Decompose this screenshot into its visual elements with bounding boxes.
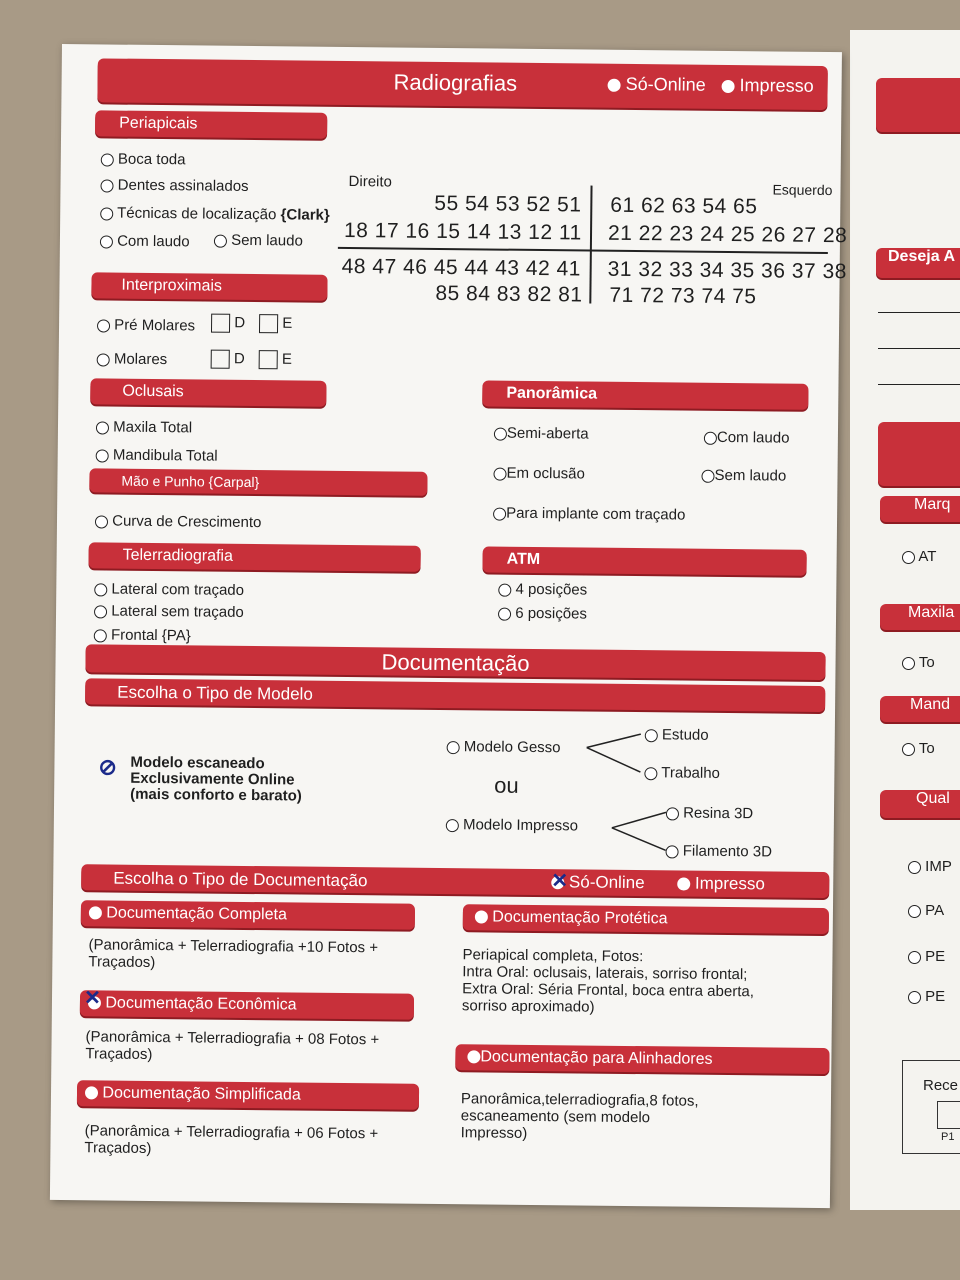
right-pe-option[interactable] <box>908 988 945 1005</box>
doc-alinhadores-desc-line: escaneamento (sem modelo <box>460 1107 651 1127</box>
mao-punho-title: Mão e Punho {Carpal} <box>121 472 260 491</box>
lateral-com-tracado-label: Lateral com traçado <box>111 580 245 599</box>
right-deseja-bar <box>876 248 960 278</box>
doc-protetica-desc-line: Extra Oral: Séria Frontal, boca entra aberta, <box>462 980 755 1001</box>
doc-protetica-desc-line: sorriso aproximado) <box>461 997 595 1016</box>
d-label: D <box>234 314 246 332</box>
filamento-3d-label: Filamento 3D <box>682 842 773 861</box>
resina-3d-label: Resina 3D <box>683 804 754 823</box>
modelo-gesso-option[interactable] <box>447 738 561 756</box>
right-maxila-label: Maxila <box>908 604 955 621</box>
pre-molares-e-checkbox[interactable] <box>259 314 292 333</box>
tecnicas-localizacao-label: Técnicas de localização <box>117 204 277 224</box>
doc-simplificada-option[interactable] <box>77 1080 419 1110</box>
right-at-option[interactable] <box>902 548 936 565</box>
atm-4-posicoes-label: 4 posições <box>515 580 588 599</box>
mandibula-total-option[interactable] <box>96 446 218 464</box>
sem-laudo-label: Sem laudo <box>231 231 303 250</box>
atm-6-posicoes-label: 6 posições <box>515 604 588 623</box>
right-header-bar <box>876 78 960 132</box>
right-receipt-inner-box <box>937 1101 960 1129</box>
doc-alinhadores-option[interactable] <box>455 1044 829 1074</box>
online-checked-mark-icon: ✕ <box>551 870 569 893</box>
oclusais-title: Oclusais <box>122 382 184 401</box>
pre-molares-option[interactable] <box>97 316 195 334</box>
mao-punho-bar <box>89 468 427 496</box>
pre-molares-label: Pré Molares <box>114 316 196 335</box>
doc-alinhadores-desc-line: Impresso) <box>460 1124 528 1142</box>
tecnicas-localizacao-option[interactable] <box>100 204 330 223</box>
doc-simplificada-desc-line: (Panorâmica + Telerradiografia + 06 Fotos + <box>84 1122 379 1143</box>
com-laudo-option[interactable] <box>100 232 190 250</box>
doc-alinhadores-desc-line: Panorâmica,telerradiografia,8 fotos, <box>460 1090 699 1110</box>
molares-option[interactable] <box>97 350 168 368</box>
estudo-label: Estudo <box>661 726 709 744</box>
curva-crescimento-label: Curva de Crescimento <box>112 512 262 532</box>
periapicais-title: Periapicais <box>119 114 198 133</box>
right-mand-label: Mand <box>910 696 951 713</box>
radiografias-impresso-label: Impresso <box>739 75 814 96</box>
doc-alinhadores-label: Documentação para Alinhadores <box>480 1048 713 1068</box>
right-pe-label: PE <box>925 988 946 1005</box>
telerradiografia-bar <box>89 542 421 571</box>
model-branch-lines <box>582 725 673 856</box>
telerradiografia-title: Telerradiografia <box>122 546 234 565</box>
teeth-lower-right-permanent[interactable]: 48 47 46 45 44 43 42 41 <box>341 254 582 281</box>
mandibula-total-label: Mandibula Total <box>112 446 218 465</box>
e-label: E <box>282 314 293 332</box>
right-qual-label: Qual <box>916 790 950 807</box>
teeth-upper-right-permanent[interactable]: 18 17 16 15 14 13 12 11 <box>343 218 582 245</box>
right-deseja-label: Deseja A <box>888 248 955 265</box>
form-page <box>50 44 848 1208</box>
right-line <box>878 348 960 349</box>
modelo-escaneado-line1: Modelo escaneado <box>130 753 265 773</box>
radiografias-bar <box>97 58 827 110</box>
tipo-doc-impresso-label: Impresso <box>694 873 765 894</box>
panoramica-title: Panorâmica <box>506 384 598 403</box>
modelo-impresso-label: Modelo Impresso <box>462 816 579 835</box>
doc-completa-label: Documentação Completa <box>106 904 287 924</box>
right-mand-bar <box>880 696 960 722</box>
doc-simplificada-label: Documentação Simplificada <box>102 1084 301 1104</box>
right-marq-bar <box>880 496 960 522</box>
right-marq-label: Marq <box>914 496 951 513</box>
right-to-label: To <box>918 740 935 757</box>
molares-label: Molares <box>113 350 168 369</box>
lateral-com-tracado-option[interactable] <box>94 580 244 599</box>
panoramica-sem-laudo-option[interactable] <box>701 467 786 485</box>
right-qual-bar <box>880 790 960 818</box>
doc-protetica-desc <box>462 946 755 1017</box>
checked-mark-icon: ⊘ <box>98 754 117 780</box>
right-pe-option[interactable] <box>908 948 945 965</box>
right-at-label: AT <box>918 548 937 565</box>
radiografias-online-option[interactable] <box>607 74 705 96</box>
semi-aberta-label: Semi-aberta <box>506 424 589 443</box>
right-line <box>878 312 960 313</box>
trabalho-label: Trabalho <box>661 764 721 782</box>
tipo-doc-impresso-option[interactable] <box>677 873 765 894</box>
right-imp-option[interactable] <box>908 858 952 875</box>
doc-economica-option[interactable] <box>80 987 414 1019</box>
right-to-option[interactable] <box>902 654 935 671</box>
ou-label: ou <box>494 772 519 798</box>
doc-completa-desc <box>88 936 378 973</box>
doc-economica-label: Documentação Econômica <box>105 994 297 1014</box>
pre-molares-d-checkbox[interactable] <box>211 314 245 333</box>
teeth-vertical-divider <box>589 186 592 304</box>
teeth-horizontal-divider <box>338 247 828 254</box>
doc-simplificada-desc <box>84 1122 378 1159</box>
teeth-upper-left-permanent[interactable]: 21 22 23 24 25 26 27 28 <box>607 221 848 248</box>
d-label: D <box>233 350 245 368</box>
doc-completa-desc-line: Traçados) <box>88 953 156 972</box>
teeth-lower-right-primary[interactable]: 85 84 83 82 81 <box>435 281 583 307</box>
atm-bar <box>482 546 806 575</box>
documentacao-title: Documentação <box>381 649 530 676</box>
doc-protetica-label: Documentação Protética <box>492 908 668 928</box>
radiografias-title: Radiografias <box>393 69 518 96</box>
doc-economica-desc <box>85 1028 379 1065</box>
doc-simplificada-desc-line: Traçados) <box>84 1139 152 1157</box>
modelo-escaneado-line3: (mais conforto e barato) <box>130 785 302 805</box>
com-laudo-label: Com laudo <box>117 232 190 251</box>
tipo-modelo-bar <box>85 678 825 712</box>
right-pa-option[interactable] <box>908 902 944 919</box>
doc-completa-desc-line: (Panorâmica + Telerradiografia +10 Fotos + <box>88 936 379 957</box>
panoramica-sem-laudo-label: Sem laudo <box>714 466 787 485</box>
e-label: E <box>281 350 292 368</box>
interproximais-title: Interproximais <box>121 276 223 295</box>
curva-crescimento-option[interactable] <box>95 512 262 531</box>
direito-label: Direito <box>348 173 393 191</box>
right-receipt-box <box>902 1060 960 1154</box>
tipo-documentacao-bar <box>81 864 829 898</box>
interproximais-bar <box>91 272 327 300</box>
modelo-escaneado-line2: Exclusivamente Online <box>130 769 295 789</box>
trabalho-option[interactable] <box>644 764 720 782</box>
em-oclusao-option[interactable] <box>493 465 585 483</box>
right-maxila-bar <box>880 604 960 630</box>
frontal-pa-label: Frontal {PA} <box>110 626 191 645</box>
documentacao-bar <box>85 644 825 680</box>
panoramica-bar <box>482 380 808 409</box>
doc-protetica-desc-line: Periapical completa, Fotos: <box>462 946 644 966</box>
para-implante-option[interactable] <box>493 505 685 524</box>
para-implante-label: Para implante com traçado <box>506 504 686 524</box>
lateral-sem-tracado-option[interactable] <box>94 602 244 621</box>
right-rece-label: Rece <box>923 1077 959 1094</box>
right-pe-label: PE <box>925 948 946 965</box>
boca-toda-label: Boca toda <box>117 150 186 169</box>
maxila-total-option[interactable] <box>96 418 192 436</box>
right-imp-label: IMP <box>925 858 952 875</box>
teeth-lower-left-primary[interactable]: 71 72 73 74 75 <box>609 283 757 309</box>
panoramica-com-laudo-label: Com laudo <box>716 428 790 447</box>
atm-4-posicoes-option[interactable] <box>498 581 587 599</box>
molares-d-checkbox[interactable] <box>211 350 245 369</box>
dentes-assinalados-label: Dentes assinalados <box>117 176 249 195</box>
teeth-upper-left-primary[interactable]: 61 62 63 54 65 <box>610 193 758 219</box>
right-to-label: To <box>918 654 935 671</box>
resina-3d-option[interactable] <box>666 804 753 822</box>
economica-checked-mark-icon: ✕ <box>83 987 101 1010</box>
boca-toda-option[interactable] <box>101 150 186 168</box>
molares-e-checkbox[interactable] <box>259 350 292 369</box>
tipo-doc-online-label: Só-Online <box>568 872 645 893</box>
tipo-modelo-title: Escolha o Tipo de Modelo <box>117 682 313 704</box>
doc-alinhadores-desc <box>461 1090 699 1143</box>
modelo-gesso-label: Modelo Gesso <box>463 738 561 757</box>
modelo-impresso-option[interactable] <box>446 816 578 834</box>
lateral-sem-tracado-label: Lateral sem traçado <box>111 602 244 621</box>
doc-protetica-option[interactable] <box>463 904 829 934</box>
frontal-pa-option[interactable] <box>94 626 191 644</box>
atm-title: ATM <box>506 550 541 569</box>
tipo-documentacao-title: Escolha o Tipo de Documentação <box>113 868 368 891</box>
sem-laudo-option[interactable] <box>214 232 303 250</box>
right-pa-label: PA <box>925 902 945 919</box>
dentes-assinalados-option[interactable] <box>100 176 248 195</box>
panoramica-com-laudo-option[interactable] <box>704 429 790 447</box>
maxila-total-label: Maxila Total <box>113 418 193 437</box>
estudo-option[interactable] <box>645 726 709 744</box>
doc-economica-desc-line: Traçados) <box>85 1045 153 1064</box>
radiografias-online-label: Só-Online <box>625 73 706 95</box>
right-to-option[interactable] <box>902 740 935 757</box>
oclusais-bar <box>90 378 326 406</box>
doc-economica-desc-line: (Panorâmica + Telerradiografia + 08 Fotos + <box>85 1028 380 1049</box>
modelo-escaneado-option[interactable] <box>130 755 302 805</box>
teeth-lower-left-permanent[interactable]: 31 32 33 34 35 36 37 38 <box>607 257 847 284</box>
doc-completa-option[interactable] <box>81 900 415 929</box>
semi-aberta-option[interactable] <box>494 425 589 443</box>
clark-label: {Clark} <box>280 206 330 224</box>
doc-protetica-desc-line: Intra Oral: oclusais, laterais, sorriso frontal; <box>462 963 748 984</box>
em-oclusao-label: Em oclusão <box>506 464 585 483</box>
adjacent-page <box>850 30 960 1210</box>
right-line <box>878 384 960 385</box>
esquerdo-label: Esquerdo <box>772 181 833 199</box>
right-block-bar <box>878 422 960 486</box>
periapicais-bar <box>95 110 327 138</box>
right-p1-label: P1 <box>941 1131 955 1143</box>
radiografias-impresso-option[interactable] <box>721 75 813 97</box>
filamento-3d-option[interactable] <box>665 842 772 860</box>
atm-6-posicoes-option[interactable] <box>498 605 587 623</box>
teeth-upper-right-primary[interactable]: 55 54 53 52 51 <box>434 191 582 217</box>
